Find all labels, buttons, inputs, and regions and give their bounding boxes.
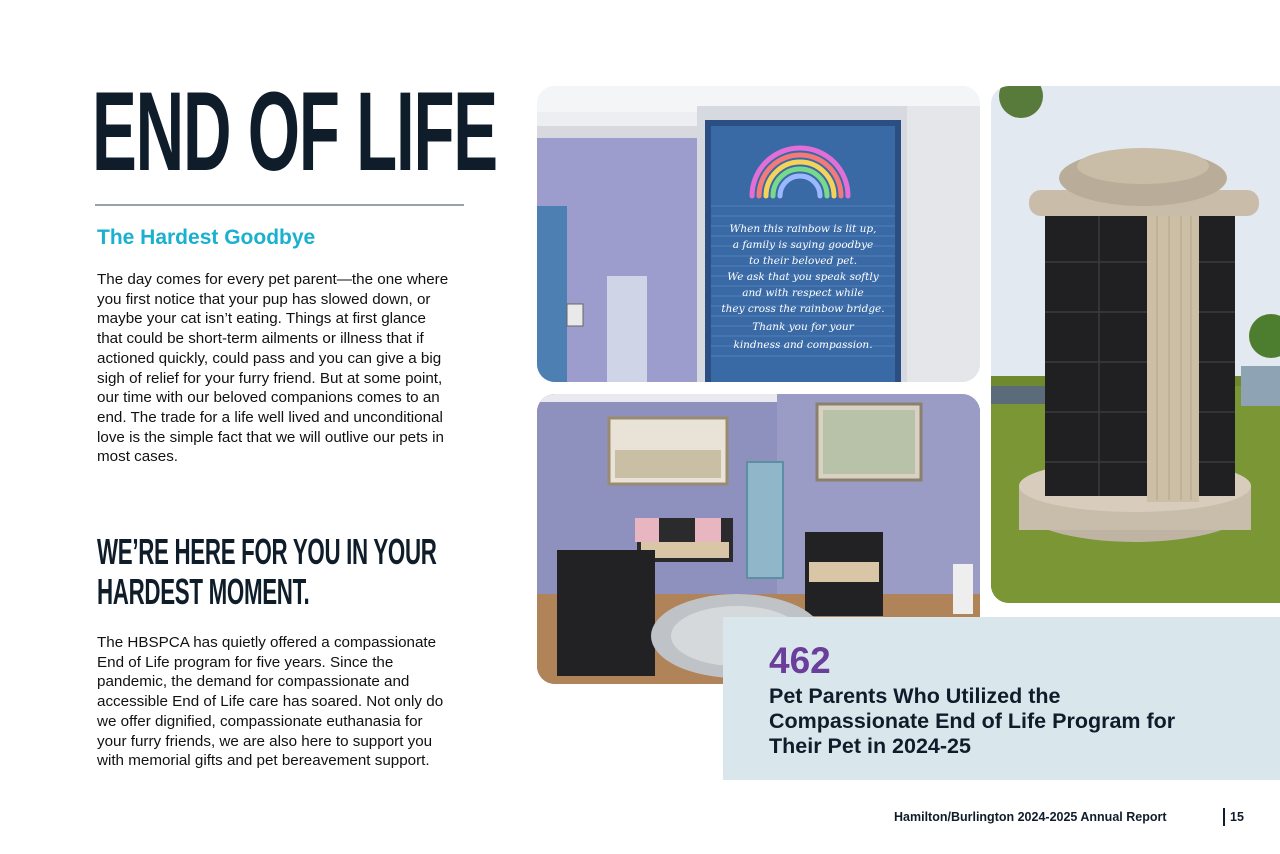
intro-paragraph: The day comes for every pet parent—the one where you first notice that your pup has slowed down, or maybe your cat isn’t eating. Things at first glance that could be short-term ailments or illness that if actioned quickly, could pass and you can give a big sigh of relief for your furry friend. But at some point, our time with our beloved companions comes to an end. The trade for a life well lived and unconditional love is the simple fact that we will outlive our pets in most cases. xyxy=(97,271,449,466)
sign-line: and with respect while xyxy=(742,287,864,299)
sign-line: Thank you for your xyxy=(752,321,854,333)
sign-line: to their beloved pet. xyxy=(748,255,858,267)
sign-line: When this rainbow is lit up, xyxy=(729,223,877,235)
page-number: 15 xyxy=(1230,810,1244,824)
columbarium-photo xyxy=(991,86,1280,603)
rainbow-sign-photo xyxy=(537,86,980,382)
title-divider xyxy=(95,204,464,206)
program-paragraph: The HBSPCA has quietly offered a compassionate End of Life program for five years. Since the pandemic, the demand for compassionate and accessible End of Life care has soared. Not only do we offer dignified, compassionate euthanasia for your furry friends, we are also here to support you with memorial gifts and pet bereavement support. xyxy=(97,634,444,770)
subheading: The Hardest Goodbye xyxy=(97,226,316,249)
footer-divider xyxy=(1223,808,1225,826)
sign-line: they cross the rainbow bridge. xyxy=(721,303,885,315)
page-title: END OF LIFE xyxy=(92,69,497,194)
sign-line: a family is saying goodbye xyxy=(732,239,874,251)
sign-line: We ask that you speak softly xyxy=(727,271,879,283)
sign-line: kindness and compassion. xyxy=(733,339,873,351)
stat-label: Pet Parents Who Utilized the Compassionate End of Life Program for Their Pet in 2024-25 xyxy=(769,684,1176,758)
footer-report-title: Hamilton/Burlington 2024-2025 Annual Report xyxy=(894,810,1167,824)
stat-number: 462 xyxy=(769,640,831,681)
section-heading: WE’RE HERE FOR YOU IN YOUR HARDEST MOMENT. xyxy=(97,531,437,612)
